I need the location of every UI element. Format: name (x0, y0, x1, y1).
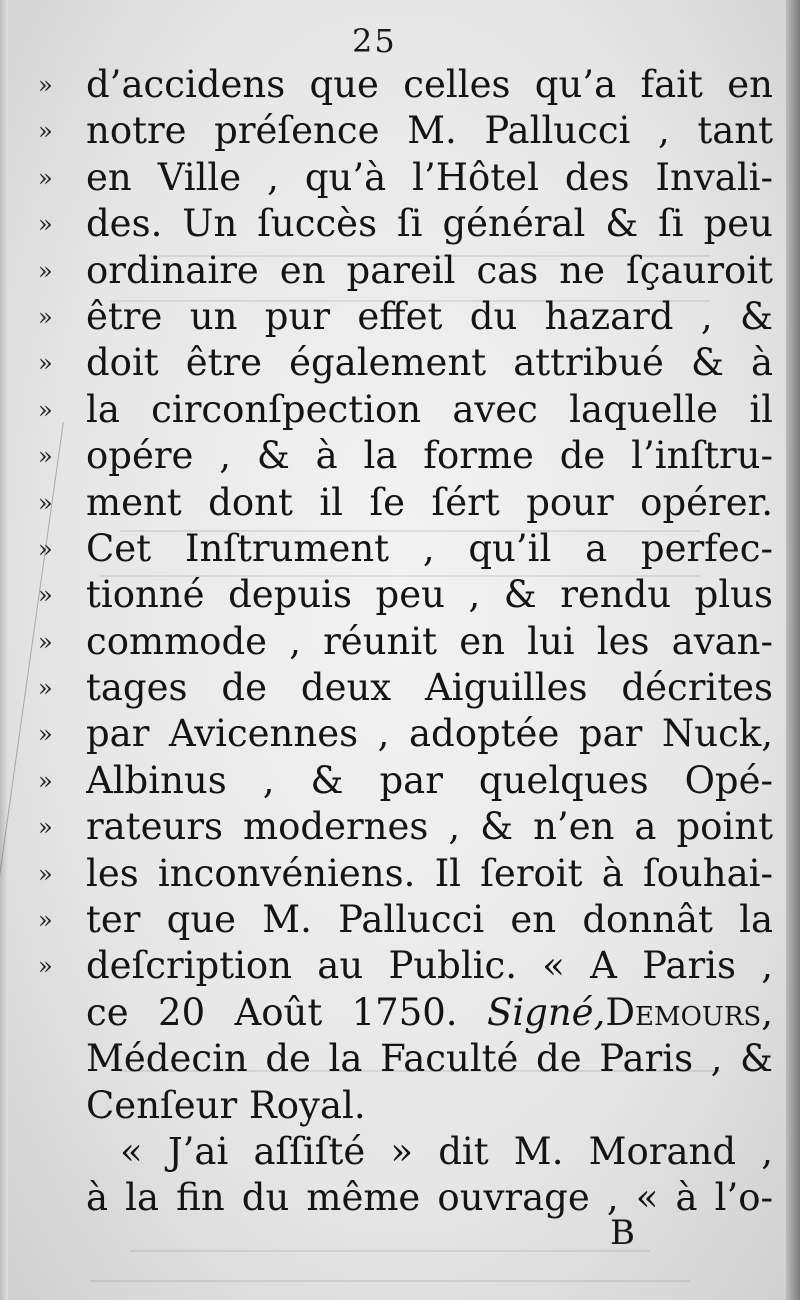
line-text: des. Un ſuccès ſi général & ſi peu (86, 202, 773, 246)
line-text: ter que M. Pallucci en donnât la (86, 898, 773, 942)
quoted-text-line (38, 155, 773, 201)
line-text: les inconvéniens. Il ſeroit à ſouhai- (86, 851, 773, 895)
quoted-text-line (38, 711, 773, 757)
quote-mark: » (38, 163, 53, 192)
page-right-edge (786, 0, 800, 1300)
quoted-text-line (38, 108, 773, 154)
quoted-text-line (38, 665, 773, 711)
text-line: Cenſeur Royal. (86, 1083, 366, 1127)
quote-mark: » (38, 256, 53, 285)
line-text: Albinus , & par quelques Opé- (86, 758, 773, 802)
quoted-text-line (38, 62, 773, 108)
quote-mark: » (38, 71, 53, 99)
quoted-text-line (38, 572, 773, 618)
line-text: opére , & à la forme de l’inſtru- (86, 434, 773, 478)
quoted-text-line (38, 201, 773, 247)
quote-mark: » (38, 952, 53, 981)
line-text: être un pur effet du hazard , & (86, 294, 773, 338)
line-text: par Avicennes , adoptée par Nuck, (86, 712, 773, 756)
quote-mark: » (38, 720, 53, 749)
line-text: commode , réunit en lui les avan- (86, 619, 773, 663)
signature-mark: B (610, 1213, 635, 1253)
line-text: deſcription au Public. « A Paris , (86, 944, 773, 988)
quote-mark: » (38, 210, 53, 239)
quoted-text-line (38, 526, 773, 572)
text-line: à la fin du même ouvrage , « à l’o- (86, 1176, 773, 1220)
text-block (38, 62, 773, 1222)
quoted-text-line (38, 387, 773, 433)
quote-mark: » (38, 766, 53, 795)
quoted-text-line (38, 480, 773, 526)
line-text: d’accidens que celles qu’a fait en (86, 63, 773, 106)
line-text: ment dont il ſe ſért pour opérer. (86, 480, 773, 524)
quote-mark: » (38, 534, 53, 563)
quoted-text-line (38, 433, 773, 479)
sig-line-name: Demours (605, 990, 762, 1034)
quote-mark: » (38, 859, 53, 888)
quote-mark: » (38, 488, 53, 517)
line-text: doit être également attribué & à (86, 341, 773, 385)
signature-line (38, 990, 773, 1036)
line-text: rateurs modernes , & n’en a point (86, 805, 773, 849)
quoted-text-line (38, 248, 773, 294)
quote-mark: » (38, 302, 53, 331)
line-text: ordinaire en pareil cas ne ſçauroit (86, 248, 773, 292)
quote-mark: » (38, 395, 53, 424)
quoted-text-line (38, 897, 773, 943)
quote-mark: » (38, 442, 53, 471)
quoted-text-line (38, 294, 773, 340)
line-text: tages de deux Aiguilles décrites (86, 666, 773, 710)
quote-mark: » (38, 117, 53, 146)
text-line: Médecin de la Faculté de Paris , & (86, 1037, 773, 1081)
quote-mark: » (38, 906, 53, 935)
quote-mark: » (38, 581, 53, 610)
line-text: notre préſence M. Pallucci , tant (86, 109, 773, 153)
line-text: la circonſpection avec laquelle il (86, 387, 773, 431)
line-text: en Ville , qu’à l’Hôtel des Invali- (86, 155, 773, 199)
sig-line-post: , (761, 990, 773, 1034)
quote-mark: » (38, 349, 53, 378)
quote-mark: » (38, 627, 53, 656)
sig-line-date: ce 20 Août 1750. (86, 990, 458, 1034)
text-line: « J’ai aſſiſté » dit M. Morand , (120, 1129, 773, 1173)
quote-mark: » (38, 813, 53, 842)
quoted-text-line (38, 340, 773, 386)
quoted-text-line (38, 804, 773, 850)
quoted-text-line (38, 943, 773, 989)
page-number: 25 (352, 22, 397, 60)
page-left-edge (0, 0, 8, 1300)
quoted-text-line (38, 851, 773, 897)
sig-line-signe: Signé, (486, 990, 606, 1034)
line-text: Cet Inſtrument , qu’il a perfec- (86, 526, 773, 570)
quoted-text-line (38, 758, 773, 804)
quoted-text-line (38, 619, 773, 665)
quote-mark: » (38, 674, 53, 703)
quoted-lines (38, 62, 773, 990)
line-text: tionné depuis peu , & rendu plus (86, 573, 773, 617)
